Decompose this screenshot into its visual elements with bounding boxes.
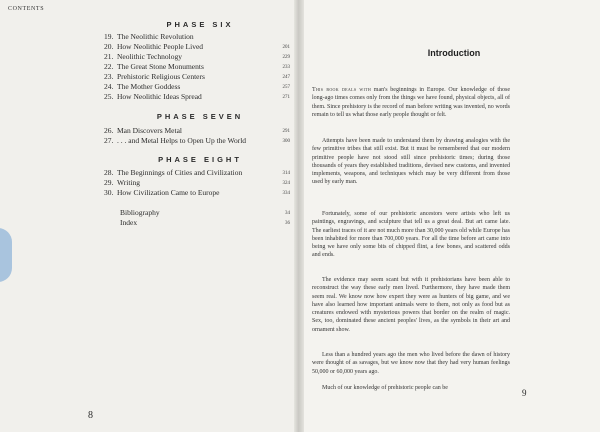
- toc-entry: 27. . . . and Metal Helps to Open Up the World 300: [104, 136, 290, 145]
- toc-entry: 26. Man Discovers Metal 291: [104, 126, 290, 135]
- right-page: [304, 0, 600, 432]
- toc-entry: 25. How Neolithic Ideas Spread 271: [104, 92, 290, 101]
- paragraph: The evidence may seem scant but with it prehistorians have been able to reconstruct the way these early men lived. Furthermore, they have made them seem real. We know now how expert they were as hunters of big game, and we have also learned how important animals were to them, not only as food but as creatures endowed with mysterious powers that border on the realm of magic. Sex, too, dominated these ancient peoples' lives, as the symbols in their art and ornament show.: [312, 277, 510, 333]
- toc-index: Index 36: [120, 218, 290, 227]
- blue-bookmark-tab: [0, 228, 12, 282]
- phase-six-heading: PHASE SIX: [166, 20, 234, 29]
- page-title: Introduction: [427, 48, 481, 58]
- toc-entry: 22. The Great Stone Monuments 233: [104, 62, 290, 71]
- running-head: CONTENTS: [8, 6, 45, 12]
- left-page: [0, 0, 298, 432]
- toc-bibliography: Bibliography 34: [120, 208, 290, 217]
- toc-entry: 30. How Civilization Came to Europe 334: [104, 188, 290, 197]
- toc-entry: 19. The Neolithic Revolution: [104, 32, 194, 41]
- toc-entry: 21. Neolithic Technology 229: [104, 52, 290, 61]
- toc-entry: 29. Writing 324: [104, 178, 290, 187]
- paragraph: Much of our knowledge of prehistoric people can be: [322, 385, 448, 391]
- phase-seven-heading: PHASE SEVEN: [156, 112, 244, 121]
- toc-entry: 24. The Mother Goddess 257: [104, 82, 290, 91]
- page-number-right: 9: [522, 388, 527, 398]
- toc-entry: 20. How Neolithic People Lived 201: [104, 42, 290, 51]
- page-number-left: 8: [88, 410, 93, 421]
- paragraph: Attempts have been made to understand them by drawing analogies with the few primitive tribes that still exist. But it must be remembered that our modern primitive people have not stood still since prehistoric times; during those thousands of years they established traditions, devised new customs, and invented implements, weapons, and techniques which may be very different from those used by early man.: [312, 138, 510, 186]
- paragraph: Fortunately, some of our prehistoric ancestors were artists who left us paintings, engravings, and sculpture that tell us a great deal. But art came late. The earliest traces of it are not much more than 30,000 years old while Europe has been inhabited for more than 700,000 years. For all the time before art came into being we have only some bits of chipped flint, a few bones, and scattered odds and ends.: [312, 211, 510, 259]
- book-gutter: [294, 0, 304, 432]
- toc-entry: 28. The Beginnings of Cities and Civilization 314: [104, 168, 290, 177]
- paragraph: This book deals with man's beginnings in Europe. Our knowledge of those long-ago times comes only from the things we have found, physical objects, all of them. Since prehistory is the record of man before writing was invented, no words remain to tell us what those early people thought or felt.: [312, 87, 510, 118]
- phase-eight-heading: PHASE EIGHT: [158, 155, 242, 164]
- toc-entry: 23. Prehistoric Religious Centers 247: [104, 72, 290, 81]
- paragraph: Less than a hundred years ago the men who lived before the dawn of history were thought of as savages, but we know now that they had very human feelings 50,000 or 60,000 years ago.: [312, 352, 510, 375]
